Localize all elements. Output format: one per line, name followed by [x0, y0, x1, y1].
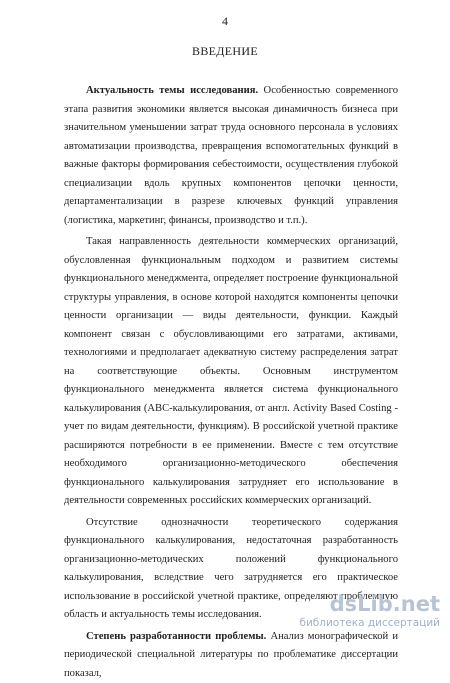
paragraph-lead: Степень разработанности проблемы.: [86, 631, 266, 642]
paragraph-functional-management: [64, 233, 398, 511]
paragraph-text: Отсутствие однозначности теоретического содержания функционального калькулирования, недостаточная разработанность организационно-методических положений функционального калькулирования, вследствие чего затрудняется его практическое использование в российской учетной практике, определяют проблемную область и актуальность темы исследования.: [64, 517, 398, 621]
paragraph-text: Такая направленность деятельности коммерческих организаций, обусловленная функциональным подходом и развитием системы функционального менеджмента, определяет построение функциональной структуры управления, в основе которой находятся компоненты цепочки ценности организации — виды деятельности, функции. Каждый компонент связан с обусловливающими его затратами, активами, технологиями и предполагает адекватную систему распределения затрат на соответствующие объекты. Основным инструментом функционального менеджмента является система функционального калькулирования (ABC-калькулирования, от англ. Activity Based Costing - учет по видам деятельности, функциям). В российской учетной практике расширяются потребности в ее применении. Вместе с тем отсутствие необходимого организационно-методического обеспечения функционального калькулирования затрудняет его использование в деятельности современных российских коммерческих организаций.: [64, 236, 398, 506]
paragraph-text: Особенностью современного этапа развития экономики является высокая динамичность бизнеса при значительном уменьшении затрат труда основного персонала в условиях автоматизации производства, превращения вспомогательных функций в важные факторы формирования себестоимости, осуществления глубокой специализации вдоль крупных компонентов цепочки ценности, департаментализации в разрезе ключевых функций управления (логистика, маркетинг, финансы, производство и т.п.).: [64, 85, 398, 226]
site-watermark: [322, 592, 440, 632]
paragraph-relevance: [64, 82, 398, 230]
paragraph-lead: Актуальность темы исследования.: [86, 85, 258, 96]
paragraph-text: Анализ монографической и периодической специальной литературы по проблематике диссертации показал,: [64, 631, 398, 679]
watermark-title: dsLib.net: [330, 592, 440, 616]
page-number: 4: [0, 14, 450, 29]
section-heading: ВВЕДЕНИЕ: [0, 44, 450, 59]
watermark-subtitle: библиотека диссертаций: [299, 617, 440, 629]
